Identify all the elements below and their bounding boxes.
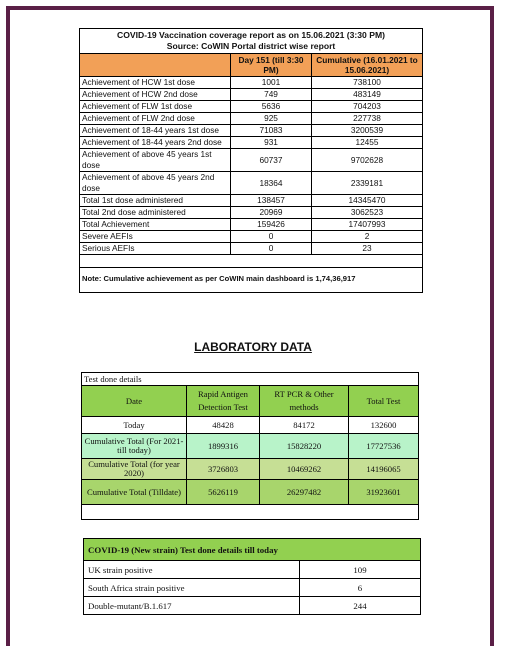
strain-label: South Africa strain positive [84,579,300,597]
lab-header-total: Total Test [349,386,419,417]
lab-total: 132600 [349,417,419,434]
lab-date: Cumulative Total (For 2021- till today) [82,434,187,459]
row-label: Achievement of 18-44 years 2nd dose [80,137,231,149]
lab-rtpcr: 84172 [260,417,349,434]
row-label: Achievement of 18-44 years 1st dose [80,125,231,137]
row-label: Achievement of above 45 years 2nd dose [80,172,231,195]
table-row [80,219,423,231]
lab-rtpcr: 15828220 [260,434,349,459]
row-cumulative: 483149 [312,89,423,101]
strain-label: UK strain positive [84,561,300,579]
lab-date: Cumulative Total (Tilldate) [82,480,187,505]
vaccination-title-line1: COVID-19 Vaccination coverage report as on 15.06.2021 (3:30 PM) [117,30,385,40]
row-cumulative: 14345470 [312,195,423,207]
lab-total: 14196065 [349,459,419,480]
lab-rapid: 1899316 [187,434,260,459]
laboratory-table [81,372,419,520]
strain-label: Double-mutant/B.1.617 [84,597,300,615]
strain-title: COVID-19 (New strain) Test done details till today [84,539,421,561]
row-cumulative: 227738 [312,113,423,125]
row-day: 18364 [231,172,312,195]
vaccination-header-day: Day 151 (till 3:30 PM) [231,54,312,77]
row-cumulative: 704203 [312,101,423,113]
lab-date: Today [82,417,187,434]
row-label: Achievement of FLW 1st dose [80,101,231,113]
row-cumulative: 2339181 [312,172,423,195]
row-day: 20969 [231,207,312,219]
table-row [80,207,423,219]
row-cumulative: 3200539 [312,125,423,137]
row-cumulative: 23 [312,243,423,255]
table-row [84,597,421,615]
table-spacer [80,255,423,268]
table-row [80,113,423,125]
row-day: 931 [231,137,312,149]
row-day: 60737 [231,149,312,172]
lab-rapid: 48428 [187,417,260,434]
row-day: 925 [231,113,312,125]
row-label: Achievement of above 45 years 1st dose [80,149,231,172]
table-row [80,149,423,172]
table-spacer [82,505,419,520]
vaccination-coverage-table [79,28,423,293]
lab-rtpcr: 10469262 [260,459,349,480]
vaccination-header-cumulative: Cumulative (16.01.2021 to 15.06.2021) [312,54,423,77]
row-label: Serious AEFIs [80,243,231,255]
table-row [80,231,423,243]
row-cumulative: 3062523 [312,207,423,219]
lab-total: 17727536 [349,434,419,459]
strain-value: 109 [300,561,421,579]
row-day: 5636 [231,101,312,113]
table-row [84,579,421,597]
row-day: 0 [231,243,312,255]
strain-value: 6 [300,579,421,597]
lab-date: Cumulative Total (for year 2020) [82,459,187,480]
table-row [80,101,423,113]
row-day: 71083 [231,125,312,137]
row-day: 0 [231,231,312,243]
lab-total: 31923601 [349,480,419,505]
table-row [82,417,419,434]
lab-rtpcr: 26297482 [260,480,349,505]
row-cumulative: 12455 [312,137,423,149]
laboratory-heading: LABORATORY DATA [194,340,312,354]
new-strain-table [83,538,421,615]
vaccination-header-blank [80,54,231,77]
laboratory-caption: Test done details [82,373,419,386]
row-label: Total Achievement [80,219,231,231]
table-row [82,459,419,480]
strain-value: 244 [300,597,421,615]
table-row [80,195,423,207]
row-day: 1001 [231,77,312,89]
vaccination-note: Note: Cumulative achievement as per CoWIN main dashboard is 1,74,36,917 [80,268,423,293]
table-row [80,137,423,149]
table-row [80,172,423,195]
row-cumulative: 2 [312,231,423,243]
row-label: Achievement of HCW 1st dose [80,77,231,89]
lab-rapid: 5626119 [187,480,260,505]
row-day: 159426 [231,219,312,231]
row-cumulative: 9702628 [312,149,423,172]
row-label: Achievement of FLW 2nd dose [80,113,231,125]
table-row [82,480,419,505]
vaccination-title [80,29,423,54]
row-cumulative: 17407993 [312,219,423,231]
row-day: 138457 [231,195,312,207]
row-label: Achievement of HCW 2nd dose [80,89,231,101]
table-row [80,89,423,101]
table-row [80,125,423,137]
vaccination-title-line2: Source: CoWIN Portal district wise report [166,41,336,51]
table-row [82,434,419,459]
table-row [80,77,423,89]
lab-header-date: Date [82,386,187,417]
row-label: Severe AEFIs [80,231,231,243]
row-label: Total 2nd dose administered [80,207,231,219]
row-day: 749 [231,89,312,101]
row-label: Total 1st dose administered [80,195,231,207]
row-cumulative: 738100 [312,77,423,89]
lab-header-rapid: Rapid Antigen Detection Test [187,386,260,417]
table-row [80,243,423,255]
lab-rapid: 3726803 [187,459,260,480]
table-row [84,561,421,579]
lab-header-rtpcr: RT PCR & Other methods [260,386,349,417]
